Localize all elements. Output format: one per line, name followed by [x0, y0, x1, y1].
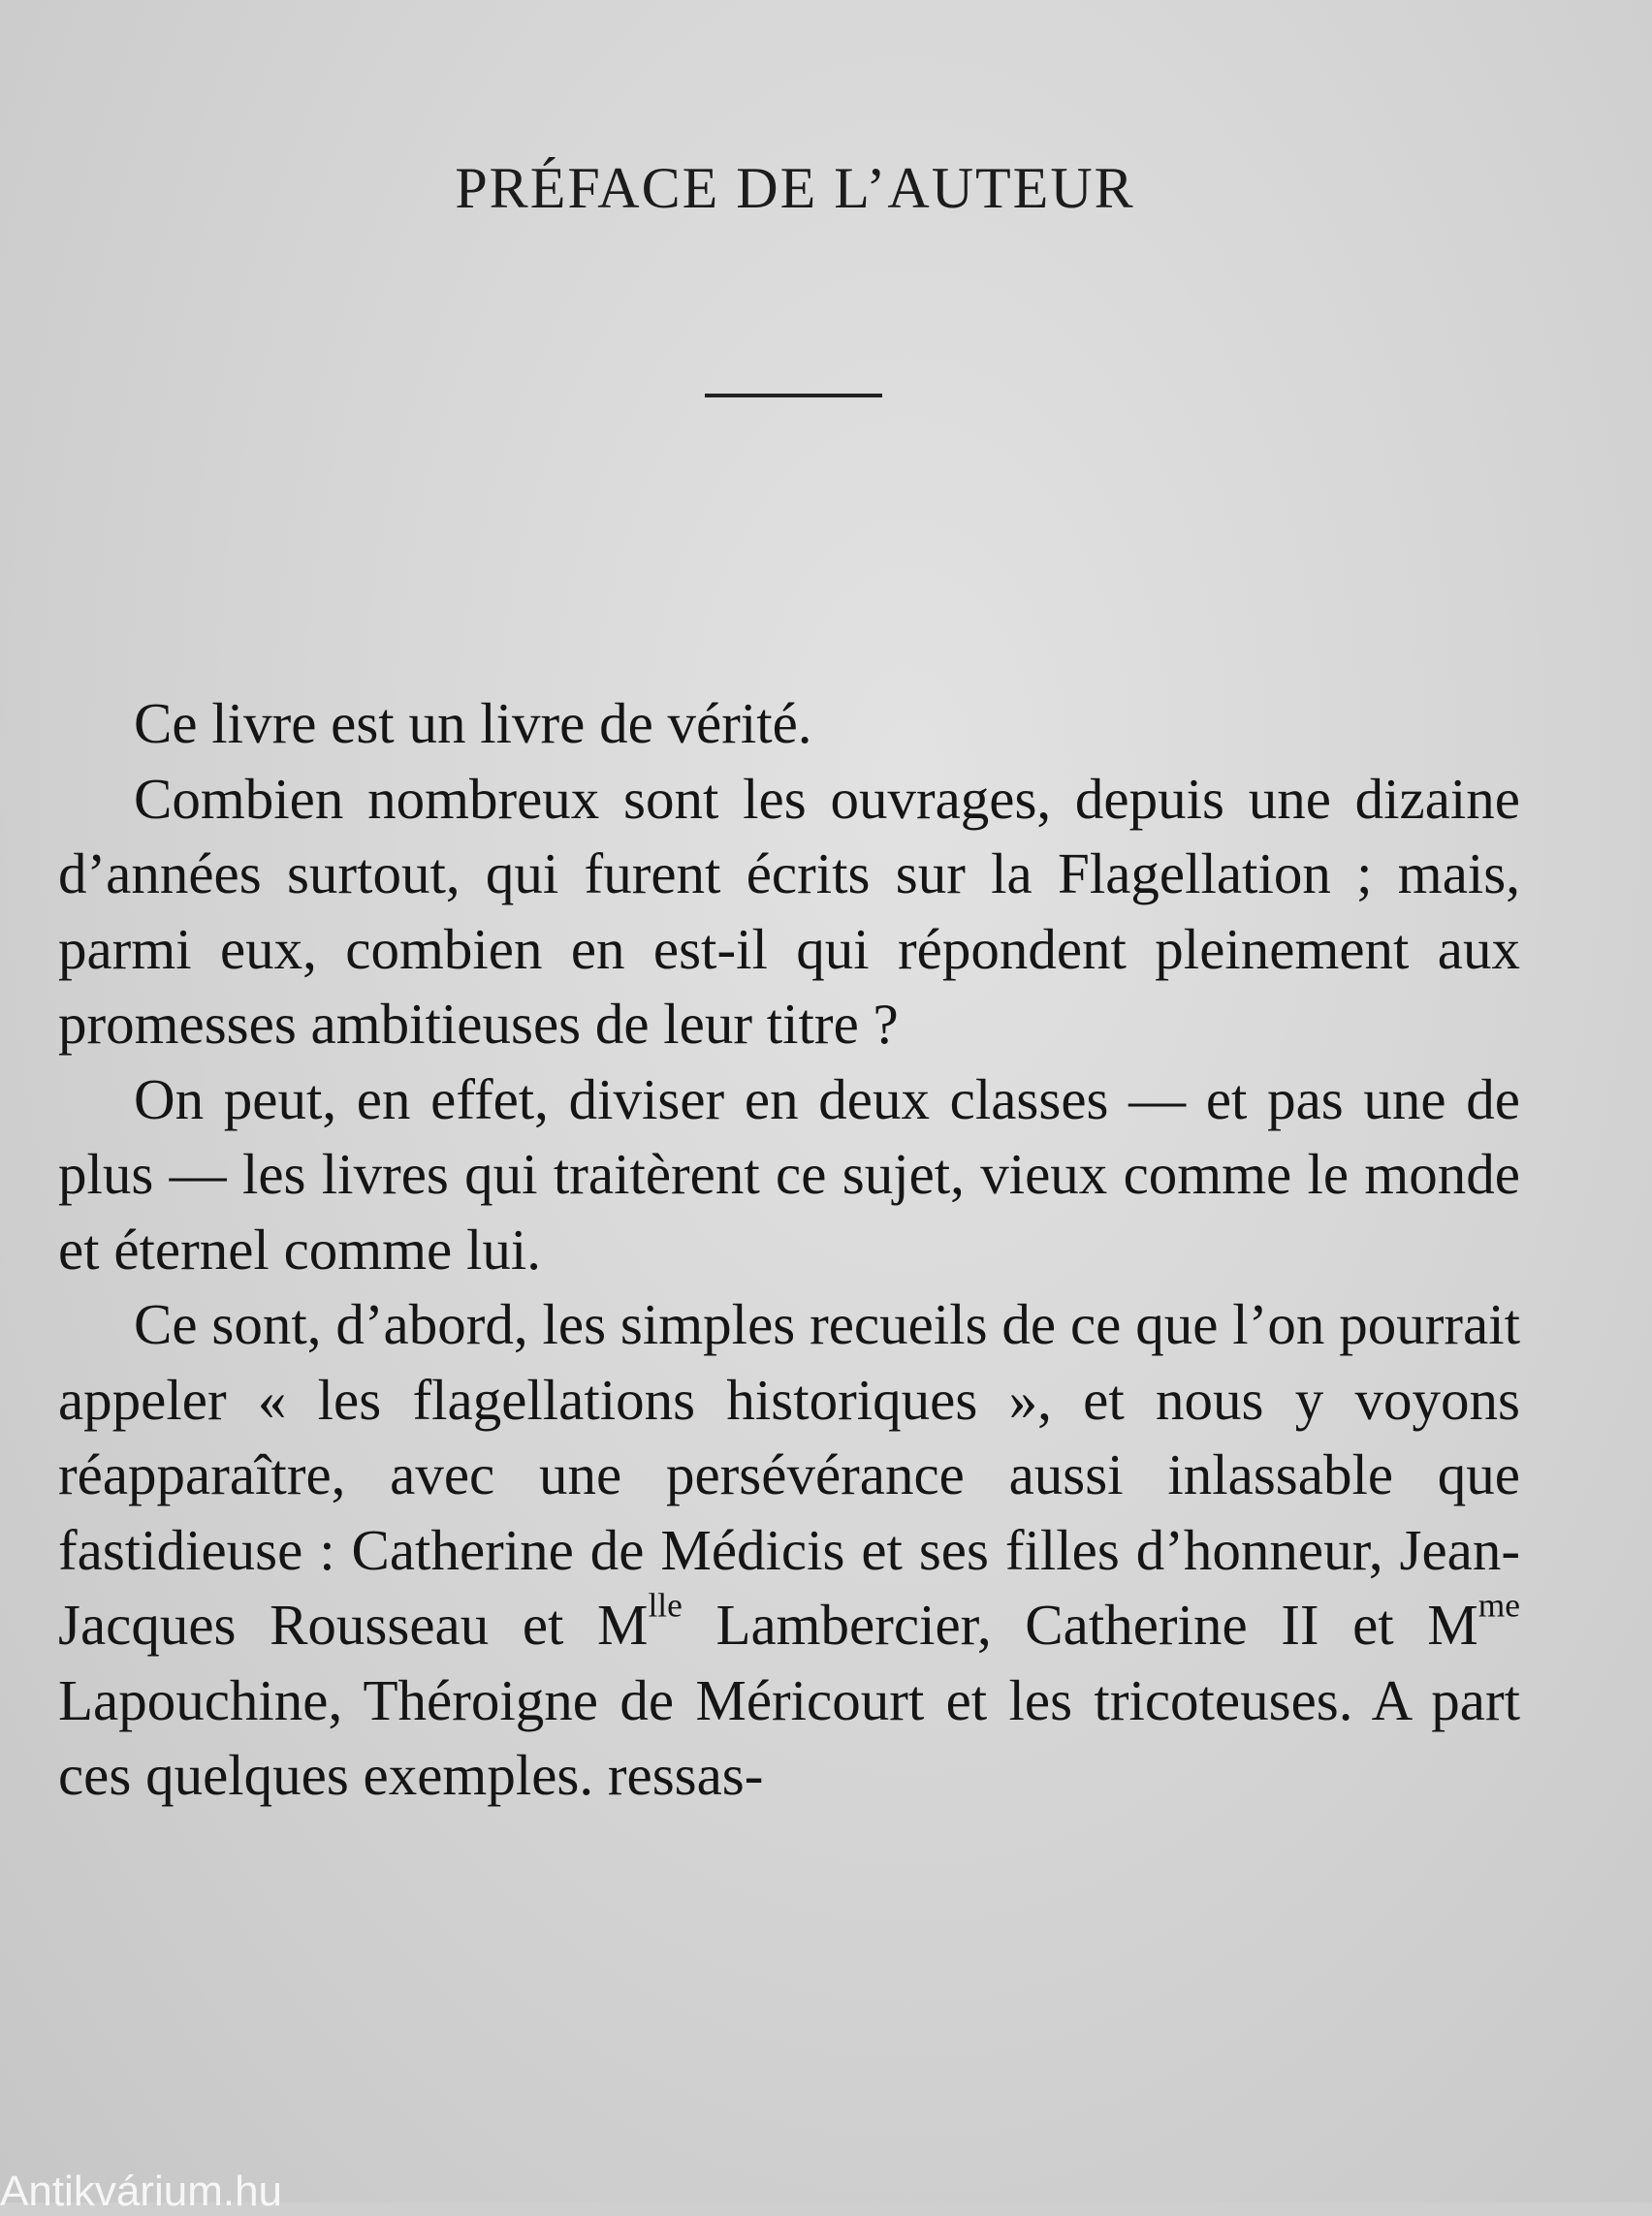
watermark-text: Antikvárium.hu	[0, 2168, 283, 2215]
paragraph-4-part-3: Lapouchine, Théroigne de Méricourt et les tricoteuses. A part ces quelques exemples. ressas-	[58, 1667, 1520, 1807]
title-rule	[705, 394, 882, 397]
paragraph-2: Combien nombreux sont les ouvrages, depuis une dizaine d’années surtout, qui furent écrits sur la Flagellation ; mais, parmi eux, combien en est-il qui répondent pleinement aux promesses ambitieuses de leur titre ?	[58, 766, 1520, 1056]
paragraph-1: Ce livre est un livre de vérité.	[134, 691, 812, 755]
superscript-me: me	[1477, 1585, 1521, 1625]
paragraph-4-part-2: Lambercier, Catherine II et M	[682, 1593, 1478, 1657]
paragraph-4-part-1: Ce sont, d’abord, les simples recueils de ce que l’on pourrait appeler « les flagellations historiques », et nous y voyons réapparaître, avec une persévérance aussi inlassable que fastidieuse : Catherine de Médicis et ses filles d’honneur, Jean-Jacques Rousseau et M	[58, 1292, 1520, 1657]
body-text	[58, 686, 1520, 1814]
superscript-lle: lle	[648, 1585, 683, 1625]
paragraph-3: On peut, en effet, diviser en deux classes — et pas une de plus — les livres qui traitèrent ce sujet, vieux comme le monde et éternel comme lui.	[58, 1066, 1520, 1282]
paragraph-4	[58, 1287, 1520, 1814]
page-title: PRÉFACE DE L’AUTEUR	[455, 156, 1135, 220]
